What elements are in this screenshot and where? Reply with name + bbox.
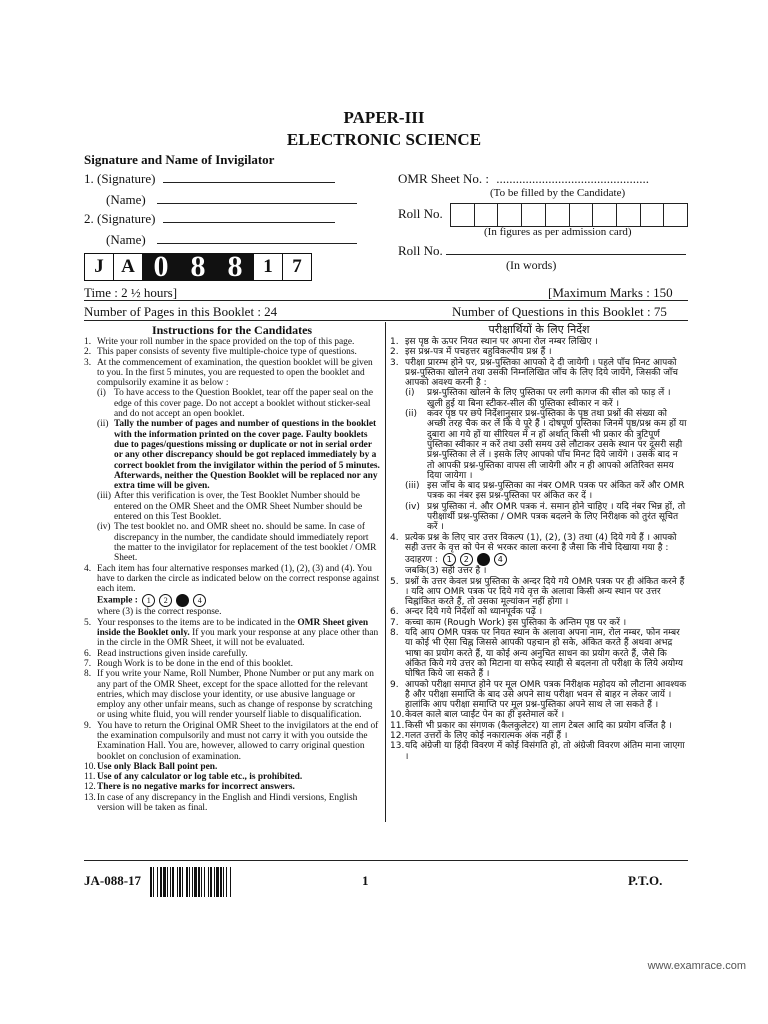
code-char: J bbox=[85, 254, 114, 280]
roll-no-words-field[interactable] bbox=[398, 243, 686, 259]
option-circle: 2 bbox=[460, 553, 473, 566]
code-char: 1 bbox=[254, 254, 283, 280]
instruction-item: 11. Use of any calculator or log table etc., is prohibited. bbox=[84, 772, 303, 783]
roll-words-line bbox=[446, 243, 686, 255]
roll-digit-box[interactable] bbox=[641, 204, 665, 226]
code-char: 0 bbox=[143, 254, 180, 280]
omr-sheet-field[interactable] bbox=[398, 171, 649, 187]
barcode-bar bbox=[210, 867, 212, 897]
instruction-subitem: (i) To have access to the Question Booklet, tear off the paper seal on the edge of this cover page. Do not accept a booklet without sticker-seal and do not accept an open booklet. bbox=[97, 388, 373, 420]
hindi-item: 1. इस पृष्ठ के ऊपर नियत स्थान पर अपना रोल नम्बर लिखिए । bbox=[390, 337, 598, 347]
code-char: 8 bbox=[180, 254, 217, 280]
barcode-bar bbox=[177, 867, 178, 897]
hindi-item: 8. यदि आप OMR पत्रक पर नियत स्थान के अलावा अपना नाम, रोल नम्बर, फोन नम्बर या कोई भी ऐसा चिह्न जिससे आपकी पहचान हो सके, अंकित करते हैं अथवा अभद्र भाषा का प्रयोग करते हैं, या कोई अन्य अनुचित साधन का प्रयोग करते हैं, जैसे कि अंकित किये गये उत्तर को मिटाना या सफेद स्याही से बदलना तो परीक्षा के लिये अयोग्य घोषित किये जा सकते हैं । bbox=[390, 628, 683, 680]
barcode-bar bbox=[226, 867, 227, 897]
hindi-subitem: (ii) कवर पृष्ठ पर छपे निर्देशानुसार प्रश्न-पुस्तिका के पृष्ठ तथा प्रश्नों की संख्या को अच्छी तरह चैक कर लें कि ये पूरे हैं । दोषपूर्ण पुस्तिका जिनमें पृष्ठ/प्रश्न कम हों या दुबारा आ गये हों या सीरियल में न हों अर्थात् किसी भी प्रकार की त्रुटिपूर्ण पुस्तिका स्वीकार न करें तथा उसी समय उसे लौटाकर उसके स्थान पर दूसरी सही प्रश्न-पुस्तिका ले लें । इसके लिए आपको पाँच मिनट दिये जायेंगे । उसके बाद न तो आपकी प्रश्न-पुस्तिका वापस ली जायेगी और न ही आपको अतिरिक्त समय दिया जायेगा । bbox=[405, 409, 687, 481]
instruction-item: 7. Rough Work is to be done in the end of this booklet. bbox=[84, 658, 293, 669]
instruction-item: 5. Your responses to the items are to be indicated in the OMR Sheet given inside the Booklet only. If you mark your response at any place other than in the circle in the OMR Sheet, it will not be evaluated. bbox=[84, 617, 379, 649]
barcode-bar bbox=[160, 867, 162, 897]
hindi-item: 6. अन्दर दिये गये निर्देशों को ध्यानपूर्वक पढ़ें । bbox=[390, 607, 543, 618]
roll-digit-box[interactable] bbox=[617, 204, 641, 226]
signature-line bbox=[163, 171, 335, 183]
page-number: 1 bbox=[362, 873, 369, 888]
instruction-item: 10. Use only Black Ball point pen. bbox=[84, 761, 218, 772]
barcode-bar bbox=[220, 867, 222, 897]
website-watermark: www.examrace.com bbox=[647, 960, 746, 972]
barcode-bar bbox=[170, 867, 171, 897]
code-char: 8 bbox=[217, 254, 254, 280]
hindi-item: 9. आपको परीक्षा समाप्त होने पर मूल OMR पत्रक निरीक्षक महोदय को लौटाना आवश्यक है और परीक्षा समाप्ति के बाद उसे अपने साथ परीक्षा भवन से बाहर न लेकर जायें । हालांकि आप परीक्षा समाप्ति पर मूल प्रश्न-पुस्तिका अपने साथ ले जा सकते हैं । bbox=[390, 679, 687, 711]
paper-number: PAPER-III bbox=[343, 108, 425, 127]
barcode-bar bbox=[179, 867, 181, 897]
pages-count: Number of Pages in this Booklet : 24 bbox=[84, 304, 278, 319]
barcode-bar bbox=[157, 867, 158, 897]
barcode-bar bbox=[182, 867, 183, 897]
omr-sheet-dots: ............................................... bbox=[496, 171, 649, 186]
barcode-bar bbox=[214, 867, 215, 897]
instruction-subitem: (iii) After this verification is over, the Test Booklet Number should be entered on the OMR Sheet and the OMR Sheet Number should be entered on this Test Booklet. bbox=[97, 491, 363, 523]
max-marks: [Maximum Marks : 150 bbox=[548, 285, 673, 300]
roll-digit-box[interactable] bbox=[522, 204, 546, 226]
instruction-item: 4. Each item has four alternative responses marked (1), (2), (3) and (4). You have to darken the circle as indicated below on the correct response against each item. bbox=[84, 563, 380, 595]
time-info: Time : 2 ½ hours] bbox=[84, 285, 178, 300]
barcode-bar bbox=[230, 867, 231, 897]
barcode-bar bbox=[208, 867, 209, 897]
name-line bbox=[157, 232, 357, 244]
option-circle-filled bbox=[477, 553, 490, 566]
instruction-item: 3. At the commencement of examination, the question booklet will be given to you. In the first 5 minutes, you are requested to open the booklet and compulsorily examine it as below : bbox=[84, 357, 373, 389]
roll-digit-box[interactable] bbox=[451, 204, 475, 226]
instruction-item: 2. This paper consists of seventy five multiple-choice type of questions. bbox=[84, 347, 357, 358]
hindi-instructions bbox=[390, 323, 688, 762]
barcode-bar bbox=[194, 867, 197, 897]
invigilator-2-name-label: (Name) bbox=[106, 232, 146, 247]
divider bbox=[84, 320, 688, 321]
barcode-bar bbox=[192, 867, 193, 897]
barcode-bar bbox=[150, 867, 152, 897]
roll-digit-box[interactable] bbox=[475, 204, 499, 226]
hindi-item: 10. केवल काले बाल प्वाईंट पेन का ही इस्तेमाल करें । bbox=[390, 710, 565, 721]
invigilator-1-name-field[interactable] bbox=[90, 192, 357, 208]
instruction-item: 6. Read instructions given inside carefully. bbox=[84, 648, 248, 659]
questions-count: Number of Questions in this Booklet : 75 bbox=[452, 304, 667, 319]
omr-sheet-label: OMR Sheet No. : bbox=[398, 171, 489, 186]
barcode-bar bbox=[223, 867, 224, 897]
roll-no-words-label: Roll No. bbox=[398, 243, 443, 258]
name-line bbox=[157, 192, 357, 204]
invigilator-1-name-label: (Name) bbox=[106, 192, 146, 207]
instruction-item: 9. You have to return the Original OMR Sheet to the invigilators at the end of the examination compulsorily and must not carry it with you outside the Examination Hall. You are, however, allowed to carry original question booklet on conclusion of examination. bbox=[84, 720, 379, 762]
hindi-example-row: उदाहरण : 1 2 4 bbox=[405, 553, 688, 566]
booklet-code bbox=[84, 250, 312, 283]
example-row: Example : 1 2 4 bbox=[97, 594, 380, 607]
invigilator-1-signature-field[interactable] bbox=[84, 171, 335, 187]
instruction-item: 8. If you write your Name, Roll Number, Phone Number or put any mark on any part of the OMR Sheet, except for the space allotted for the relevant entries, which may disclose your identity, or use abusive language or employ any other unfair means, such as change of response by scratching or using white fluid, you will render yourself liable to disqualification. bbox=[84, 669, 374, 721]
invigilator-heading: Signature and Name of Invigilator bbox=[84, 152, 275, 167]
column-divider bbox=[385, 322, 386, 822]
roll-no-note: (In figures as per admission card) bbox=[484, 226, 632, 238]
option-circle: 4 bbox=[193, 594, 206, 607]
hindi-item: 4. प्रत्येक प्रश्न के लिए चार उत्तर विकल्प (1), (2), (3) तथा (4) दिये गये हैं । आपको सही उत्तर के वृत्त को पेन से भरकर काला करना है जैसा कि नीचे दिखाया गया है : bbox=[390, 532, 677, 553]
barcode-bar bbox=[198, 867, 200, 897]
roll-digit-box[interactable] bbox=[498, 204, 522, 226]
instruction-subitem: (ii) Tally the number of pages and number of questions in the booklet with the information printed on the cover page. Faulty booklets due to pages/questions missing or duplicate or not in serial order or any other discrepancy should be got replaced immediately by a correct booklet from the invigilator within the period of 5 minutes. Afterwards, neither the Question Booklet will be replaced nor any extra time will be given. bbox=[97, 419, 380, 492]
hindi-title: परीक्षार्थियों के लिए निर्देश bbox=[488, 323, 590, 336]
barcode-bar bbox=[163, 867, 166, 897]
hindi-item: 7. कच्चा काम (Rough Work) इस पुस्तिका के अन्तिम पृष्ठ पर करें । bbox=[390, 617, 627, 628]
invigilator-2-name-field[interactable] bbox=[90, 232, 357, 248]
instructions-title: Instructions for the Candidates bbox=[151, 323, 313, 337]
subject-title: ELECTRONIC SCIENCE bbox=[286, 130, 482, 149]
option-circle: 2 bbox=[159, 594, 172, 607]
signature-line bbox=[163, 211, 335, 223]
code-char: A bbox=[114, 254, 143, 280]
hindi-item: 12. गलत उत्तरों के लिए कोई नकारात्मक अंक नहीं हैं । bbox=[390, 730, 568, 741]
option-circle: 4 bbox=[494, 553, 507, 566]
roll-digit-box[interactable] bbox=[664, 204, 687, 226]
invigilator-2-signature-label: 2. (Signature) bbox=[84, 211, 156, 226]
barcode-bar bbox=[189, 867, 190, 897]
barcode bbox=[150, 867, 320, 897]
option-circle: 1 bbox=[443, 553, 456, 566]
roll-digit-box[interactable] bbox=[593, 204, 617, 226]
instruction-subitem: (iv) The test booklet no. and OMR sheet no. should be same. In case of discrepancy in the number, the candidate should immediately report the matter to the invigilator for replacement of the test booklet / OMR Sheet. bbox=[97, 522, 377, 564]
english-instructions bbox=[84, 323, 380, 813]
hindi-subitem: (iv) प्रश्न पुस्तिका नं. और OMR पत्रक नं. समान होने चाहिए । यदि नंबर भिन्न हों, तो परीक्षार्थी प्रश्न-पुस्तिका / OMR पत्रक बदलने के लिए निरीक्षक को तुरंत सूचित करें । bbox=[405, 501, 686, 533]
divider bbox=[84, 300, 688, 301]
hindi-subitem: (i) प्रश्न-पुस्तिका खोलने के लिए पुस्तिका पर लगी कागज की सील को फाड़ लें । खुली हुई या बिना स्टीकर-सील की पुस्तिका स्वीकार न करें । bbox=[405, 388, 671, 409]
hindi-example-note: जबकि(3) सही उत्तर है । bbox=[405, 566, 487, 577]
invigilator-1-signature-label: 1. (Signature) bbox=[84, 171, 156, 186]
invigilator-2-signature-field[interactable] bbox=[84, 211, 335, 227]
barcode-bar bbox=[201, 867, 202, 897]
instruction-item: 13. In case of any discrepancy in the English and Hindi versions, English version will be taken as final. bbox=[84, 792, 358, 814]
hindi-item: 13. यदि अंग्रेजी या हिंदी विवरण में कोई विसंगति हो, तो अंग्रेजी विवरण अंतिम माना जाएगा । bbox=[390, 741, 685, 762]
barcode-bar bbox=[153, 867, 154, 897]
instruction-item: 12. There is no negative marks for incorrect answers. bbox=[84, 782, 295, 793]
hindi-subitem: (iii) इस जाँच के बाद प्रश्न-पुस्तिका का नंबर OMR पत्रक पर अंकित करें और OMR पत्रक का नंबर इस प्रश्न-पुस्तिका पर अंकित कर दें । bbox=[405, 481, 685, 502]
barcode-bar bbox=[216, 867, 219, 897]
divider bbox=[84, 860, 688, 861]
barcode-bar bbox=[204, 867, 205, 897]
footer-code: JA-088-17 bbox=[84, 873, 142, 888]
roll-digit-box[interactable] bbox=[546, 204, 570, 226]
hindi-item: 5. प्रश्नों के उत्तर केवल प्रश्न पुस्तिका के अन्दर दिये गये OMR पत्रक पर ही अंकित करने हैं । यदि आप OMR पत्रक पर दिये गये वृत्त के अलावा किसी अन्य स्थान पर उत्तर चिह्नांकित करते हैं, तो उसका मूल्यांकन नहीं होगा । bbox=[390, 576, 685, 608]
example-note: where (3) is the correct response. bbox=[97, 607, 222, 618]
instruction-item: 1. Write your roll number in the space provided on the top of this page. bbox=[84, 337, 355, 347]
pto-label: P.T.O. bbox=[628, 873, 663, 888]
roll-no-words-note: (In words) bbox=[506, 258, 557, 272]
roll-no-boxes[interactable] bbox=[450, 203, 688, 227]
hindi-item: 3. परीक्षा प्रारम्भ होने पर, प्रश्न-पुस्तिका आपको दे दी जायेगी । पहले पाँच मिनट आपको प्रश्न-पुस्तिका खोलने तथा उसकी निम्नलिखित जाँच के लिए दिये जायेंगे, जिसकी जाँच आपको अवश्य करनी है : bbox=[390, 357, 678, 389]
omr-sheet-note: (To be filled by the Candidate) bbox=[490, 187, 626, 199]
roll-digit-box[interactable] bbox=[570, 204, 594, 226]
code-char: 7 bbox=[292, 256, 302, 277]
hindi-item: 2. इस प्रश्न-पत्र में पचहत्तर बहुविकल्पीय प्रश्न हैं । bbox=[390, 347, 552, 358]
option-circle: 1 bbox=[142, 594, 155, 607]
roll-no-label: Roll No. bbox=[398, 206, 443, 221]
option-circle-filled bbox=[176, 594, 189, 607]
barcode-bar bbox=[167, 867, 168, 897]
hindi-item: 11. किसी भी प्रकार का संगणक (कैलकुलेटर) या लाग टेबल आदि का प्रयोग वर्जित है । bbox=[390, 720, 672, 731]
barcode-bar bbox=[172, 867, 174, 897]
barcode-bar bbox=[186, 867, 188, 897]
